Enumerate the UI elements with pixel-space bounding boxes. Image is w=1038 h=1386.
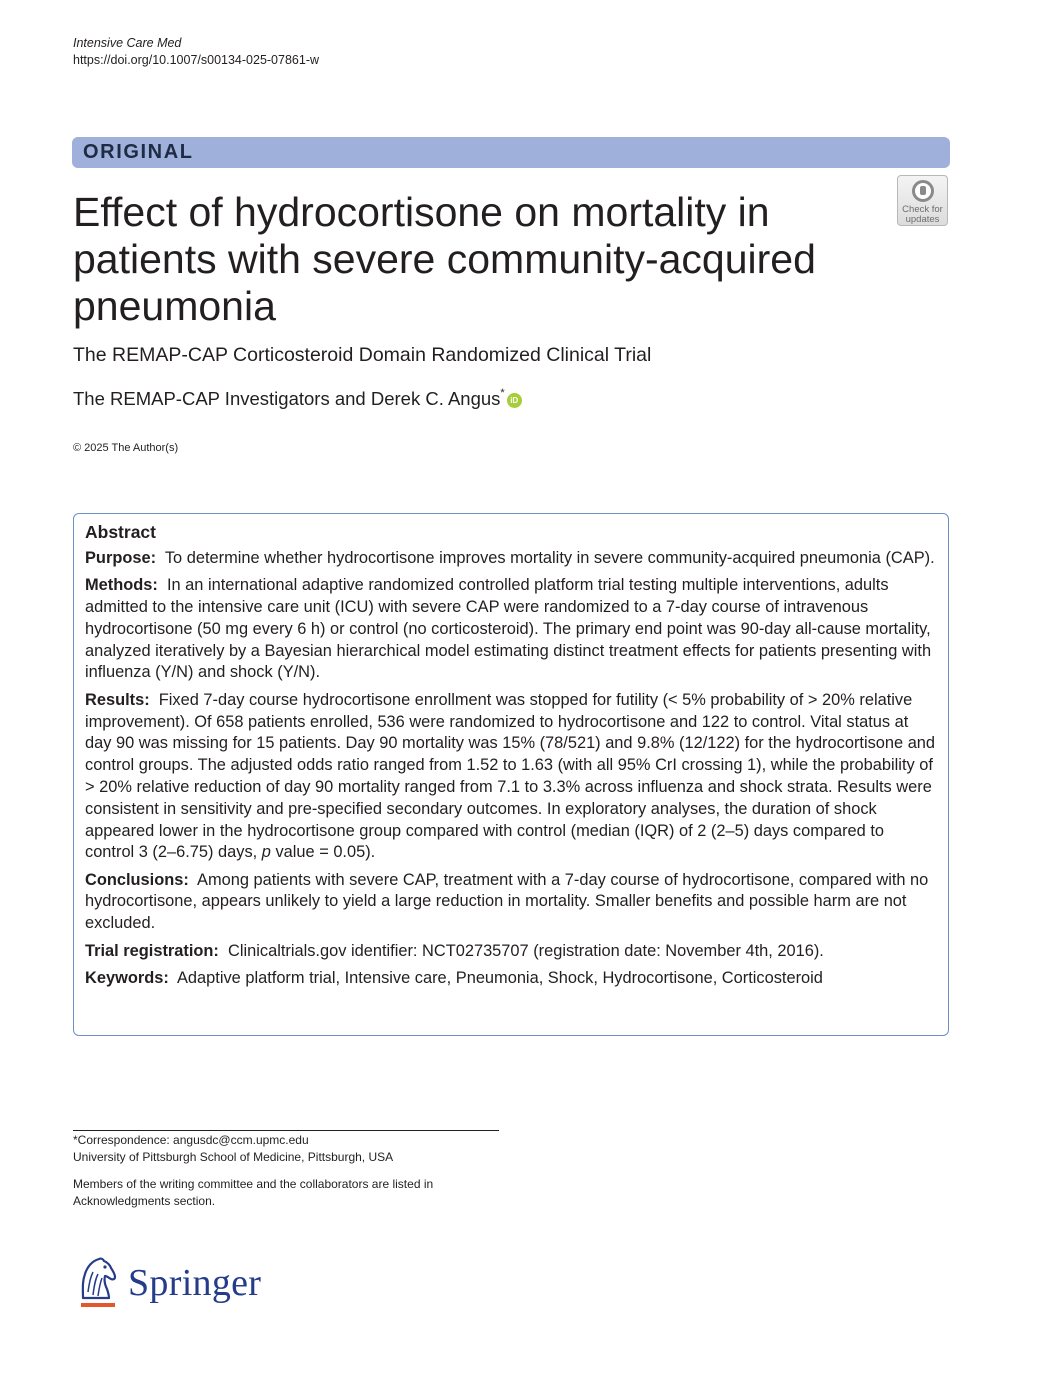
crossmark-icon — [912, 180, 934, 202]
methods-text: In an international adaptive randomized controlled platform trial testing multiple interventions, adults admitted to the intensive care unit (ICU) with severe CAP were randomized to a 7-day course of intravenous hydrocortisone (50 mg every 6 h) or control (no corticosteroid). The primary end point was 90-day all-cause mortality, analyzed iteratively by a Bayesian hierarchical model estimating distinct treatment effects for patients presenting with influenza (Y/N) and shock (Y/N). — [85, 576, 932, 682]
article-title: Effect of hydrocortisone on mortality in patients with severe community-acquired pneumonia — [73, 189, 816, 329]
springer-wordmark: Springer — [128, 1262, 262, 1304]
footnotes — [73, 1132, 433, 1210]
abstract-trial-registration — [85, 941, 936, 963]
conclusions-text: Among patients with severe CAP, treatment with a 7-day course of hydrocortisone, compared with no hydrocortisone, appears unlikely to yield a large reduction in mortality. Smaller benefits and possible harm are not excluded. — [85, 870, 929, 933]
springer-horse-icon — [73, 1254, 119, 1310]
keywords-label: Keywords: — [85, 968, 169, 987]
members-note-line2: Acknowledgments section. — [73, 1194, 216, 1208]
results-text: Fixed 7-day course hydrocortisone enrollment was stopped for futility (< 5% probability of > 20% relative improvement). Of 658 patients enrolled, 536 were randomized to hydrocortisone and 122 to control. Vital status at day 90 was missing for 15 patients. Day 90 mortality was 15% (78/521) and 9.8% (12/122) for the hydrocortisone and control groups. The adjusted odds ratio ranged from 1.52 to 1.63 (with all 95% CrI crossing 1), while the probability of > 20% relative reduction of day 90 mortality ranged from 7.1 to 3.3% across influenza and shock strata. Results were consistent in sensitivity and pre-specified secondary outcomes. In exploratory analyses, the duration of shock appeared lower in the hydrocortisone group compared with control (median (IQR) of 2 (2–5) days compared to control 3 (2–6.75) days, — [85, 690, 936, 862]
results-tail: value = 0.05). — [275, 843, 376, 862]
author-line — [73, 388, 522, 410]
section-bar — [72, 137, 950, 168]
copyright: © 2025 The Author(s) — [73, 442, 179, 454]
crossmark-label: Check for updates — [902, 204, 943, 225]
journal-header — [73, 35, 319, 69]
abstract-box — [73, 513, 949, 1036]
doi-link[interactable]: https://doi.org/10.1007/s00134-025-07861-w — [73, 53, 320, 67]
trial-registration-text: Clinicaltrials.gov identifier: NCT02735707 (registration date: November 4th, 2016). — [228, 941, 824, 960]
abstract-methods — [85, 575, 936, 684]
methods-label: Methods: — [85, 576, 158, 595]
abstract-conclusions — [85, 870, 936, 935]
orcid-icon[interactable]: iD — [507, 393, 522, 408]
journal-name: Intensive Care Med — [73, 36, 182, 50]
article-subtitle: The REMAP-CAP Corticosteroid Domain Randomized Clinical Trial — [73, 344, 652, 366]
correspondence-marker: * — [500, 386, 505, 399]
members-note-line1: Members of the writing committee and the collaborators are listed in — [73, 1177, 434, 1191]
abstract-results — [85, 690, 936, 864]
abstract-heading: Abstract — [85, 522, 156, 542]
purpose-text: To determine whether hydrocortisone improves mortality in severe community-acquired pneumonia (CAP). — [164, 549, 935, 567]
abstract-keywords — [85, 968, 936, 990]
conclusions-label: Conclusions: — [85, 870, 189, 889]
purpose-label: Purpose: — [85, 549, 157, 567]
affiliation: University of Pittsburgh School of Medicine, Pittsburgh, USA — [73, 1150, 394, 1164]
author-names[interactable]: The REMAP-CAP Investigators and Derek C. Angus — [73, 388, 501, 409]
correspondence-email[interactable]: *Correspondence: angusdc@ccm.upmc.edu — [73, 1133, 309, 1147]
trial-registration-label: Trial registration: — [85, 941, 219, 960]
section-label: ORIGINAL — [83, 141, 194, 163]
results-label: Results: — [85, 690, 150, 709]
check-for-updates-button[interactable] — [897, 175, 948, 226]
p-symbol: p — [261, 843, 271, 862]
keywords-text: Adaptive platform trial, Intensive care, Pneumonia, Shock, Hydrocortisone, Corticosteroid — [177, 968, 823, 987]
abstract-purpose — [85, 548, 936, 570]
footnote-divider — [73, 1130, 499, 1131]
